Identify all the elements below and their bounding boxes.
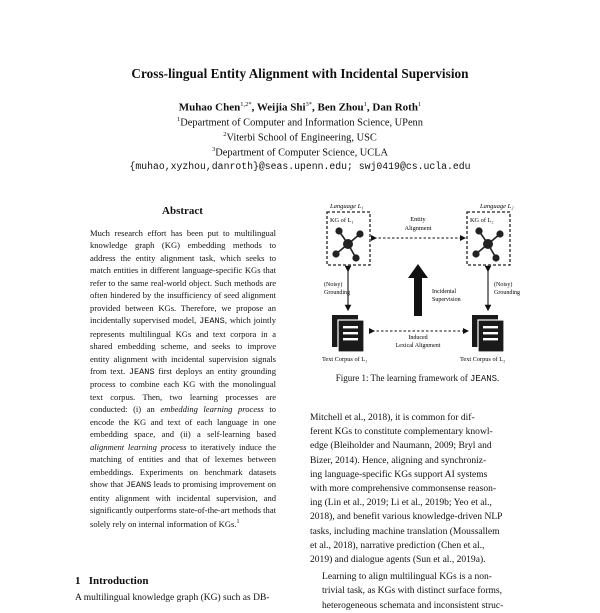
model-name: JEANS <box>128 366 155 377</box>
text-corpus-right-icon <box>472 315 504 352</box>
kg1-graph-icon <box>333 228 363 261</box>
kg2-label: KG of L₂ <box>470 217 494 224</box>
right-column-body <box>310 411 525 613</box>
lexical-alignment-label: Induced <box>408 335 428 341</box>
author-list: Muhao Chen$^{1,2*}$, Weijia Shi$^{3*}$, Ben Zhou$^1$, Dan Roth$^1$ <box>178 101 422 114</box>
framework-figure <box>310 198 525 368</box>
author-name: Dan Roth <box>372 101 418 114</box>
incidental-supervision-arrow <box>408 264 428 316</box>
author-emails: {muhao,xyzhou,danroth}@seas.upenn.edu; swj0419@cs.ucla.edu <box>129 161 471 172</box>
grounding-label: (Noisy) <box>324 282 343 288</box>
figure-caption: Figure 1: The learning framework of JEANS. <box>335 373 500 384</box>
author-name: Muhao Chen <box>178 101 241 114</box>
kg2-graph-icon <box>473 228 503 261</box>
paragraph: Learning to align multilingual KGs is a non- trivial task, as KGs with distinct surface forms, heterogeneous schemata and inconsistent struc- <box>322 571 504 611</box>
affiliation: $^2$Viterbi School of Engineering, USC <box>223 131 377 144</box>
kg1-label: KG of L₁ <box>330 217 354 224</box>
incidental-supervision-label: Incidental <box>432 289 456 295</box>
incidental-supervision-label: Supervision <box>432 297 461 303</box>
affiliation: $^3$Department of Computer Science, UCLA <box>211 146 389 159</box>
entity-alignment-label: Alignment <box>404 225 432 232</box>
text-corpus-right-label: Text Corpus of L₂ <box>460 356 506 363</box>
affiliation: $^1$Department of Computer and Information Science, UPenn <box>177 116 423 129</box>
abstract-heading: Abstract <box>162 205 203 217</box>
model-name: JEANS <box>199 316 225 327</box>
author-sup: 1,2* <box>240 101 252 108</box>
grounding-label: Grounding <box>494 290 520 296</box>
intro-first-line: A multilingual knowledge graph (KG) such as DB- <box>75 593 270 603</box>
abstract-body: Much research effort has been put to multilingual knowledge graph (KG) embedding methods to address the entity alignment task, which seeks to match entities in different language-specific KGs that refer to the same real-world object. Such methods are often hindered by the insufficiency of seed alignment provided between KGs. Therefore, we propose an incidentally supervised model, JEANS, which jointly represents multilingual KGs and text corpora in a shared embedding scheme, and seeks to improve entity alignment with incidental supervision signals from text. JEANS first deploys an entity grounding process to combine each KG with the monolingual text corpus. Then, two learning processes are conducted: (i) an embedding learning process to encode the KG and text of each language in one embedding space, and (ii) a self-learning based alignment learning process to iteratively induce the matching of entities and that of lexemes between embeddings. Experiments on benchmark datasets show that JEANS leads to promising improvement on entity alignment with incidental supervision, and significantly outperforms state-of-the-art methods that solely rely on internal information of KGs.$^1$ <box>90 228 276 530</box>
grounding-label: Grounding <box>324 290 350 296</box>
section-heading: 1 Introduction <box>75 575 149 587</box>
text-corpus-left-icon <box>332 315 364 352</box>
grounding-label: (Noisy) <box>494 282 513 288</box>
paragraph: Mitchell et al., 2018), it is common for dif- ferent KGs to constitute complementary knowl- edge (Bleiholder and Naumann, 2009; Bryl and Bizer, 2014). Hence, aligning and synchroniz- ing language-specific KGs support AI systems with more comprehensive commonsense reason- ing (Lin et al., 2019; Li et al., 2019b; Yeo et al., 2018), and benefit various knowledge-driven NLP tasks, including machine translation (Moussallem et al., 2018), narrative prediction (Chen et al., 2019) and dialogue agents (Sun et al., 2019a). <box>310 412 503 566</box>
model-name: JEANS <box>125 480 152 491</box>
author-sup: 1 <box>363 101 367 108</box>
author-sup: 3* <box>305 101 312 108</box>
footnote-mark: 1 <box>236 519 240 526</box>
paper-title: Cross-lingual Entity Alignment with Incidental Supervision <box>131 66 469 81</box>
author-name: Ben Zhou <box>317 101 364 114</box>
lexical-alignment-label: Lexical Alignment <box>395 343 441 349</box>
author-sup: 1 <box>417 101 422 108</box>
text-corpus-left-label: Text Corpus of L₁ <box>322 356 368 363</box>
author-name: Weijia Shi <box>256 101 306 114</box>
entity-alignment-label: Entity <box>410 216 426 223</box>
lang2-label: Language L₂ <box>480 203 514 210</box>
lang1-label: Language L₁ <box>330 203 364 210</box>
